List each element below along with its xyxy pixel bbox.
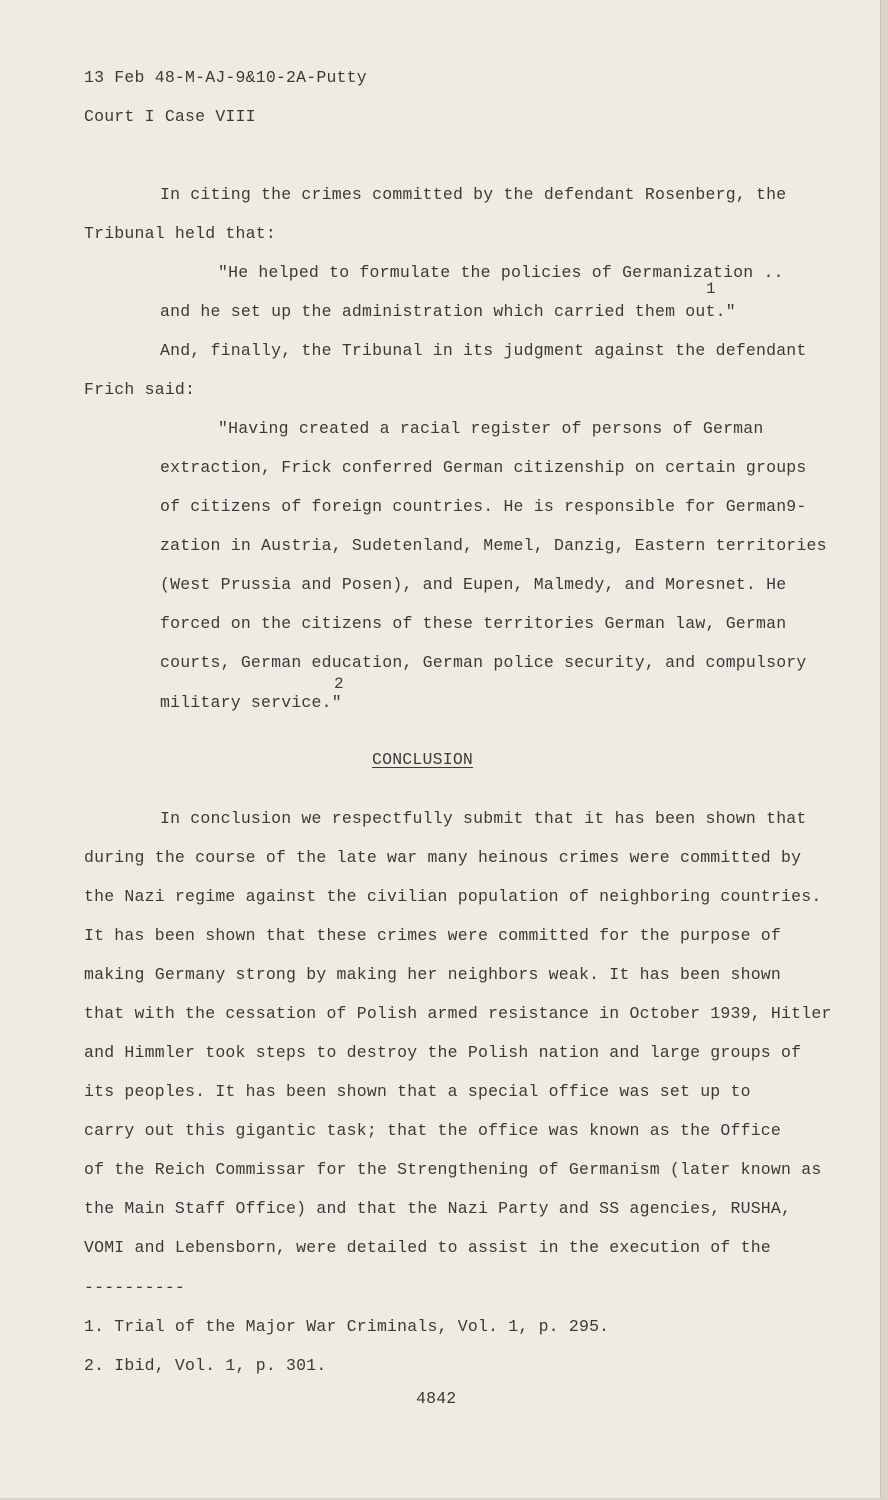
body-line: And, finally, the Tribunal in its judgment against the defendant bbox=[160, 341, 807, 360]
quote-line: zation in Austria, Sudetenland, Memel, Danzig, Eastern territories bbox=[160, 536, 827, 555]
conclusion-line: In conclusion we respectfully submit that it has been shown that bbox=[160, 809, 807, 828]
quote-line: forced on the citizens of these territories German law, German bbox=[160, 614, 787, 633]
conclusion-line: and Himmler took steps to destroy the Polish nation and large groups of bbox=[84, 1043, 802, 1062]
section-heading: CONCLUSION bbox=[372, 750, 474, 769]
conclusion-line: the Main Staff Office) and that the Nazi Party and SS agencies, RUSHA, bbox=[84, 1199, 792, 1218]
quote-line: of citizens of foreign countries. He is responsible for German9- bbox=[160, 497, 807, 516]
quote-line: courts, German education, German police security, and compulsory bbox=[160, 653, 807, 672]
footnote-mark: 2 bbox=[334, 675, 344, 693]
conclusion-line: during the course of the late war many heinous crimes were committed by bbox=[84, 848, 802, 867]
quote-line: (West Prussia and Posen), and Eupen, Malmedy, and Moresnet. He bbox=[160, 575, 787, 594]
header-court: Court I Case VIII bbox=[84, 107, 256, 126]
quote-line: military service." bbox=[160, 693, 342, 712]
quote-line: "Having created a racial register of persons of German bbox=[218, 419, 764, 438]
quote-line: extraction, Frick conferred German citizenship on certain groups bbox=[160, 458, 807, 477]
conclusion-line: the Nazi regime against the civilian population of neighboring countries. bbox=[84, 887, 822, 906]
page-number: 4842 bbox=[416, 1389, 457, 1408]
body-line: In citing the crimes committed by the defendant Rosenberg, the bbox=[160, 185, 787, 204]
quote-line: "He helped to formulate the policies of Germanization .. bbox=[218, 263, 784, 282]
footnote: 2. Ibid, Vol. 1, p. 301. bbox=[84, 1356, 327, 1375]
conclusion-line: of the Reich Commissar for the Strengthening of Germanism (later known as bbox=[84, 1160, 822, 1179]
quote-line: and he set up the administration which carried them out." bbox=[160, 302, 736, 321]
conclusion-line: carry out this gigantic task; that the office was known as the Office bbox=[84, 1121, 782, 1140]
conclusion-line: It has been shown that these crimes were committed for the purpose of bbox=[84, 926, 782, 945]
conclusion-line: VOMI and Lebensborn, were detailed to assist in the execution of the bbox=[84, 1238, 771, 1257]
footnote-rule: ---------- bbox=[84, 1278, 186, 1297]
footnote-mark: 1 bbox=[706, 280, 716, 298]
conclusion-line: its peoples. It has been shown that a special office was set up to bbox=[84, 1082, 751, 1101]
body-line: Tribunal held that: bbox=[84, 224, 276, 243]
footnote: 1. Trial of the Major War Criminals, Vol. 1, p. 295. bbox=[84, 1317, 610, 1336]
header-reference: 13 Feb 48-M-AJ-9&10-2A-Putty bbox=[84, 68, 367, 87]
conclusion-line: that with the cessation of Polish armed resistance in October 1939, Hitler bbox=[84, 1004, 832, 1023]
body-line: Frich said: bbox=[84, 380, 196, 399]
conclusion-line: making Germany strong by making her neighbors weak. It has been shown bbox=[84, 965, 782, 984]
